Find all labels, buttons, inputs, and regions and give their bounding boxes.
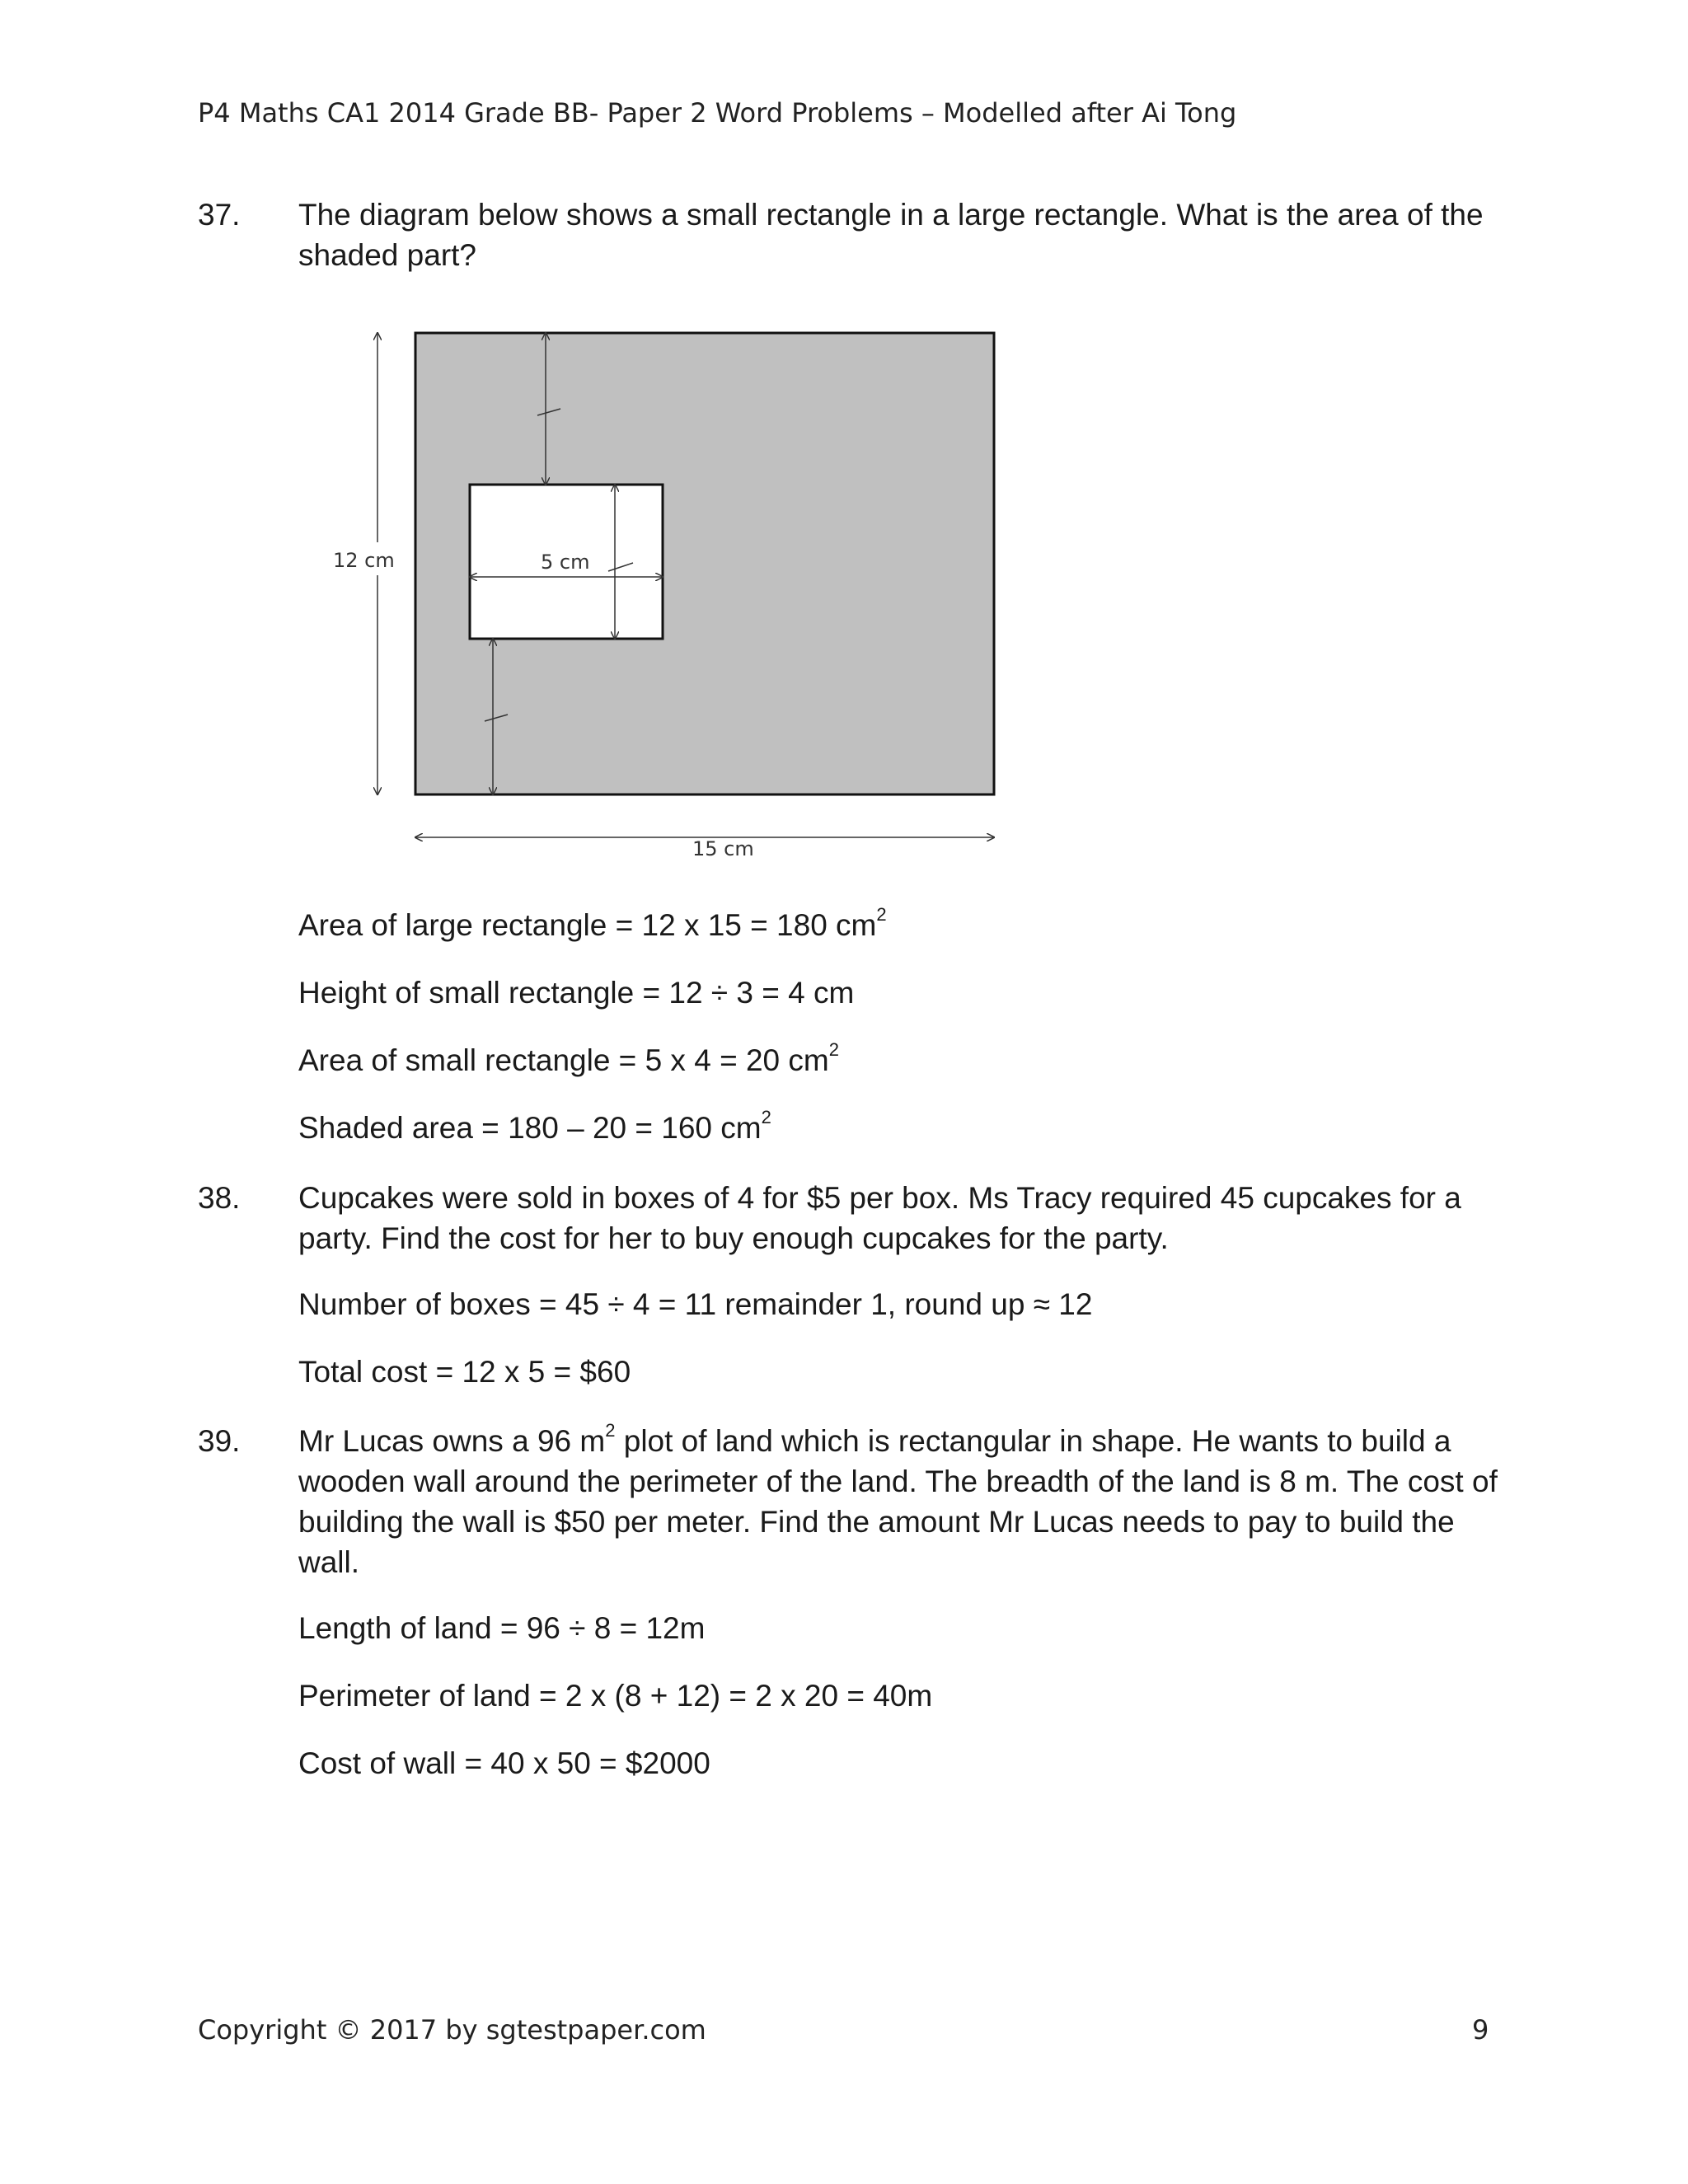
height-label: 12 cm (333, 549, 395, 572)
q37-working-line-2: Height of small rectangle = 12 ÷ 3 = 4 cm (298, 976, 855, 1010)
question-39-number: 39. (198, 1424, 241, 1458)
q39-working-line-3: Cost of wall = 40 x 50 = $2000 (298, 1746, 710, 1780)
q38-working-line-1: Number of boxes = 45 ÷ 4 = 11 remainder 1, round up ≈ 12 (298, 1287, 1093, 1321)
q37-working-line-1: Area of large rectangle = 12 x 15 = 180 $cm^2$ (298, 904, 887, 942)
q39-working-line-1: Length of land = 96 ÷ 8 = 12m (298, 1611, 706, 1645)
q38-working-line-2: Total cost = 12 x 5 = $60 (298, 1355, 631, 1389)
q39-working-line-2: Perimeter of land = 2 x (8 + 12) = 2 x 20 = 40m (298, 1679, 933, 1713)
inner-width-label: 5 cm (541, 551, 590, 574)
q37-working-line-3: Area of small rectangle = 5 x 4 = 20 $cm^2$ (298, 1039, 839, 1077)
page-number: 9 (1472, 2014, 1489, 2046)
question-38-text: Cupcakes were sold in boxes of 4 for $5 per box. Ms Tracy required 45 cupcakes for a party. Find the cost for her to buy enough cupcakes for the party. (298, 1181, 1461, 1255)
question-37-text: The diagram below shows a small rectangle in a large rectangle. What is the area of the shaded part? (298, 198, 1484, 272)
rectangles-diagram (0, 0, 1688, 907)
width-label: 15 cm (692, 837, 754, 860)
question-39-text: Mr Lucas owns a 96 $m^2$ plot of land which is rectangular in shape. He wants to build a wooden wall around the perimeter of the land. The breadth of the land is 8 m. The cost of building the wall is $50 per meter. Find the amount Mr Lucas needs to pay to build the wall. (298, 1420, 1498, 1579)
question-38-number: 38. (198, 1181, 241, 1215)
question-37-number: 37. (198, 198, 241, 232)
page-header: P4 Maths CA1 2014 Grade BB- Paper 2 Word Problems – Modelled after Ai Tong (198, 97, 1237, 129)
copyright-text: Copyright © 2017 by sgtestpaper.com (198, 2014, 706, 2046)
q37-working-line-4: Shaded area = 180 – 20 = 160 $cm^2$ (298, 1107, 771, 1145)
